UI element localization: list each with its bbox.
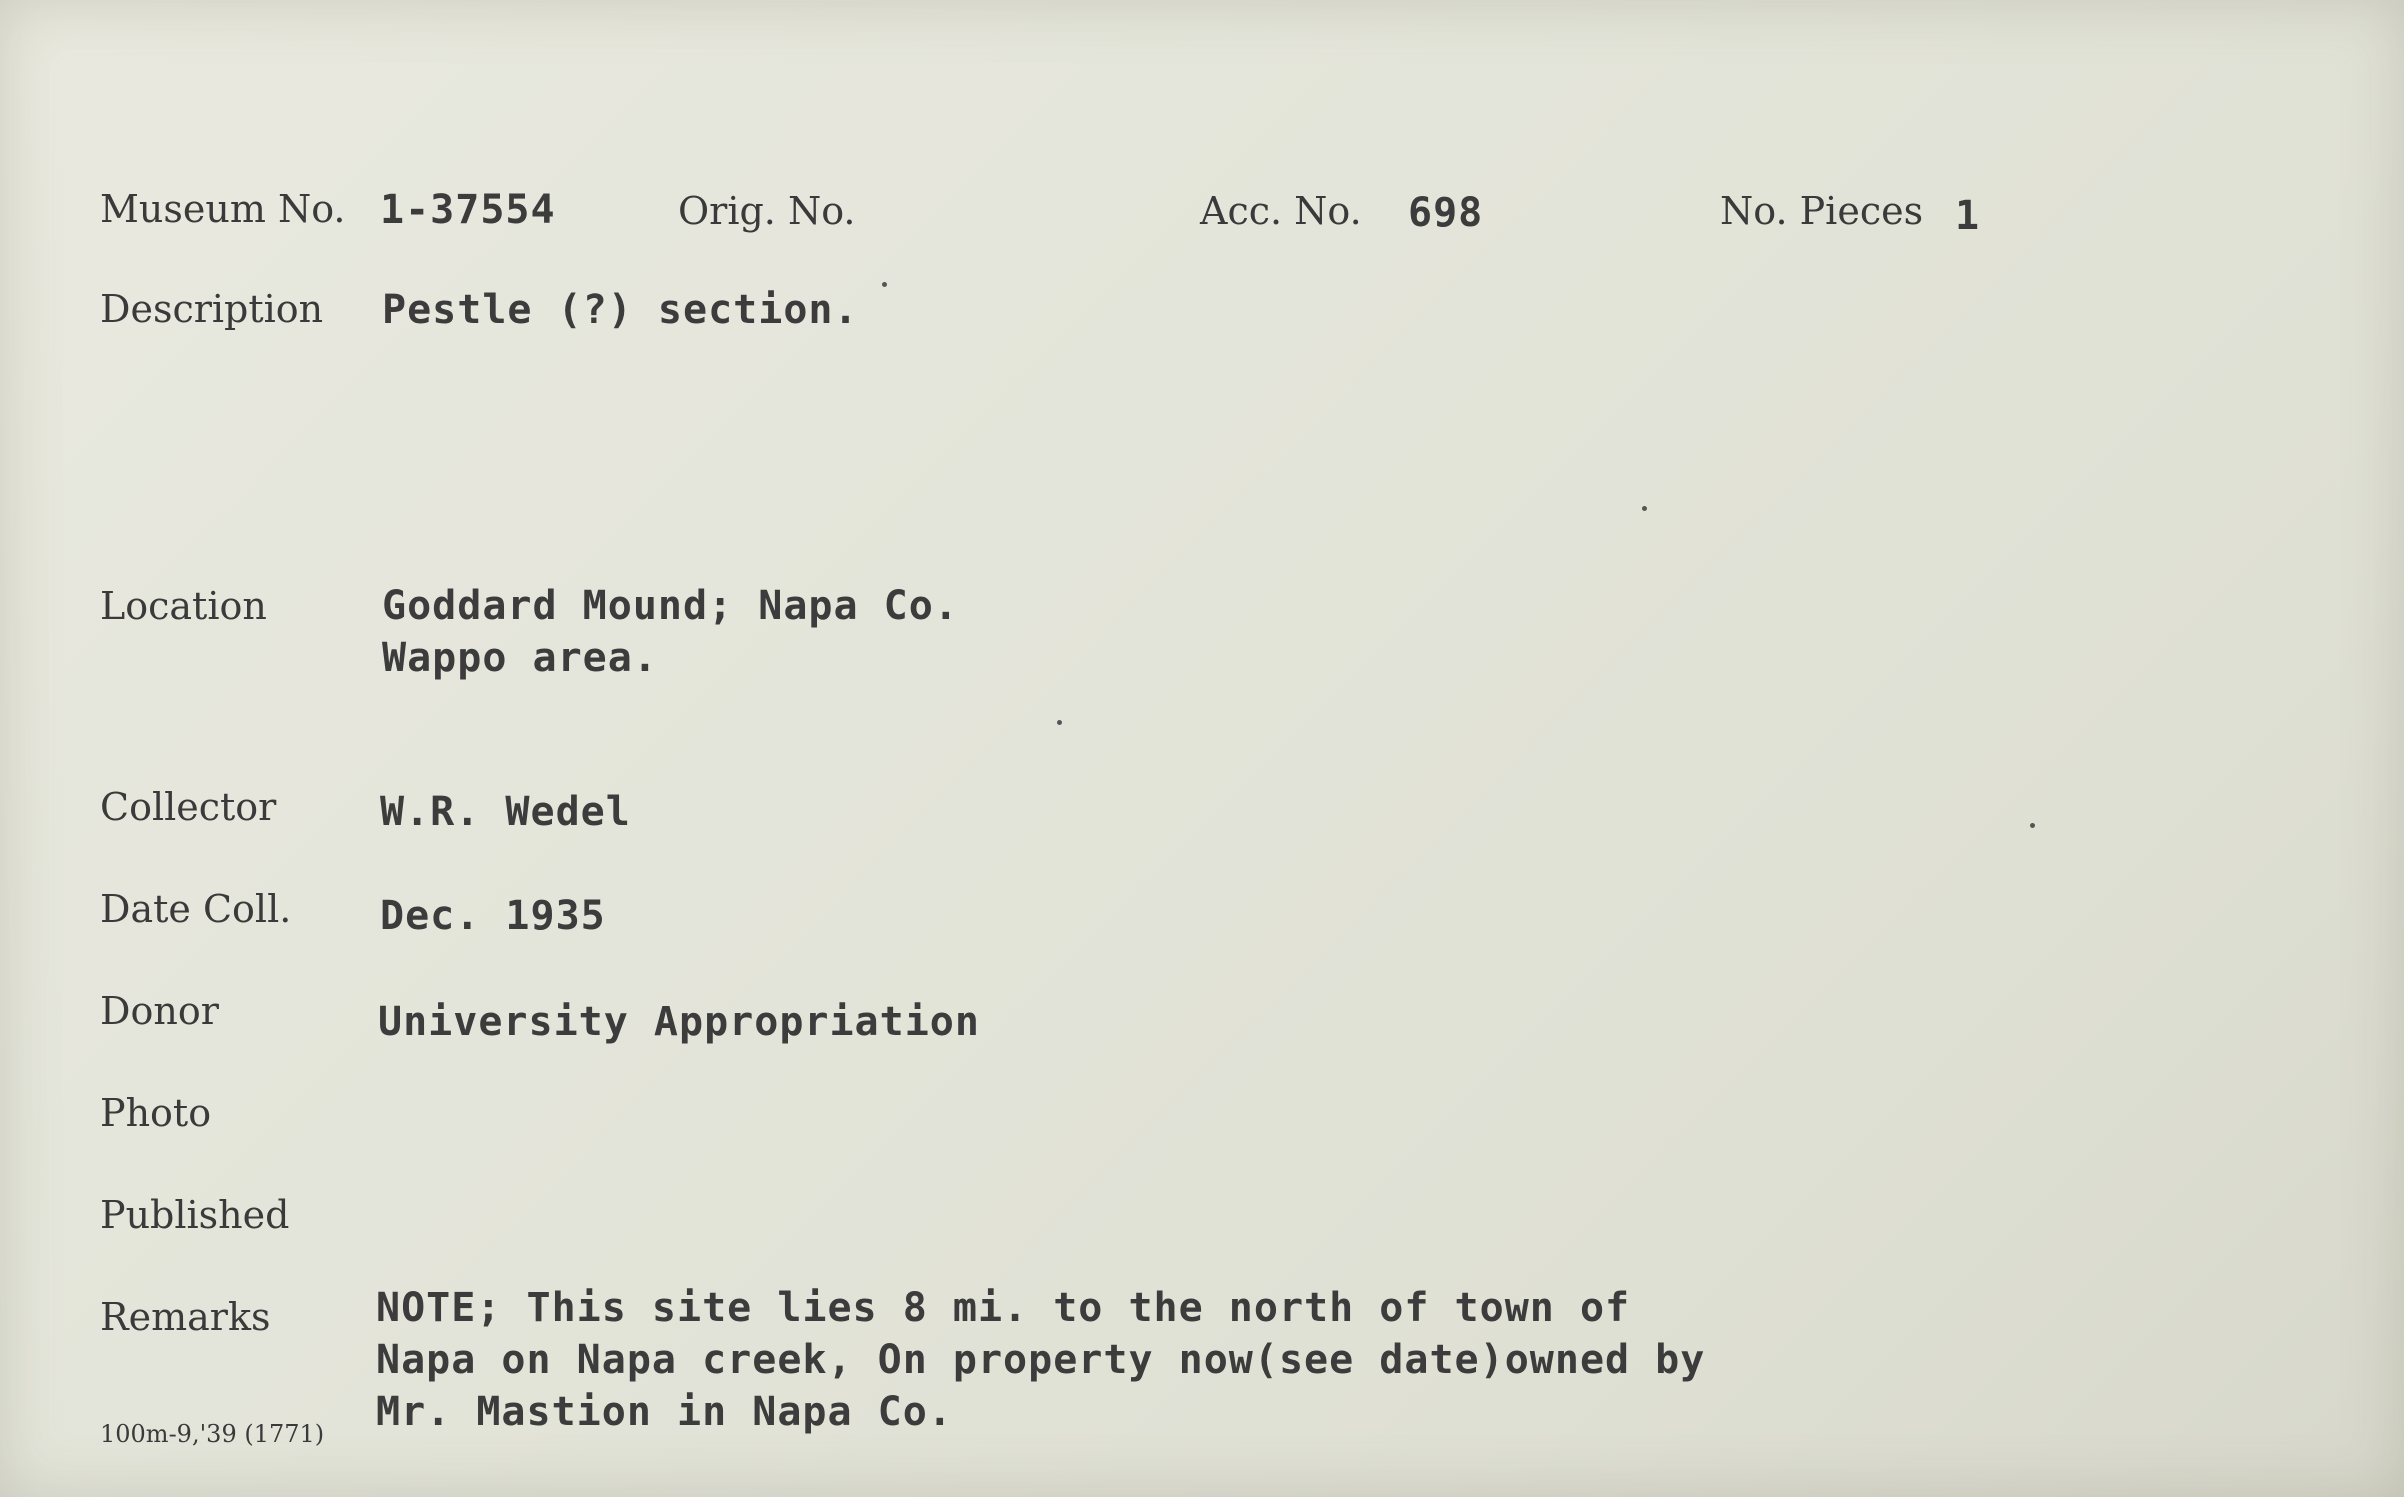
date-coll-label: Date Coll.	[100, 887, 292, 931]
remarks-line-2: Napa on Napa creek, On property now(see date)owned by	[376, 1337, 1706, 1383]
photo-label: Photo	[100, 1091, 212, 1135]
remarks-value	[376, 1282, 1705, 1438]
published-label: Published	[100, 1193, 290, 1237]
remarks-line-1: NOTE; This site lies 8 mi. to the north of town of	[376, 1285, 1631, 1331]
remarks-label: Remarks	[100, 1295, 271, 1339]
location-line-2: Wappo area.	[382, 635, 658, 681]
collector-value: W.R. Wedel	[380, 789, 631, 835]
no-pieces-label: No. Pieces	[1720, 189, 1924, 233]
description-label: Description	[100, 287, 324, 331]
acc-no-label: Acc. No.	[1200, 189, 1362, 233]
paper-speck	[1057, 720, 1062, 725]
location-label: Location	[100, 584, 267, 628]
collector-label: Collector	[100, 785, 277, 829]
print-code: 100m-9,'39 (1771)	[100, 1420, 325, 1448]
no-pieces-value: 1	[1955, 193, 1981, 239]
description-value: Pestle (?) section.	[382, 287, 859, 333]
donor-value: University Appropriation	[378, 999, 980, 1045]
orig-no-label: Orig. No.	[678, 189, 856, 233]
paper-speck	[2030, 823, 2035, 828]
paper-speck	[1642, 506, 1647, 511]
paper-speck	[882, 282, 887, 287]
acc-no-value: 698	[1408, 190, 1484, 236]
museum-no-value: 1-37554	[380, 187, 556, 233]
location-line-1: Goddard Mound; Napa Co.	[382, 583, 959, 629]
date-coll-value: Dec. 1935	[380, 893, 606, 939]
museum-no-label: Museum No.	[100, 187, 346, 231]
location-value	[382, 580, 959, 684]
remarks-line-3: Mr. Mastion in Napa Co.	[376, 1389, 953, 1435]
donor-label: Donor	[100, 989, 219, 1033]
